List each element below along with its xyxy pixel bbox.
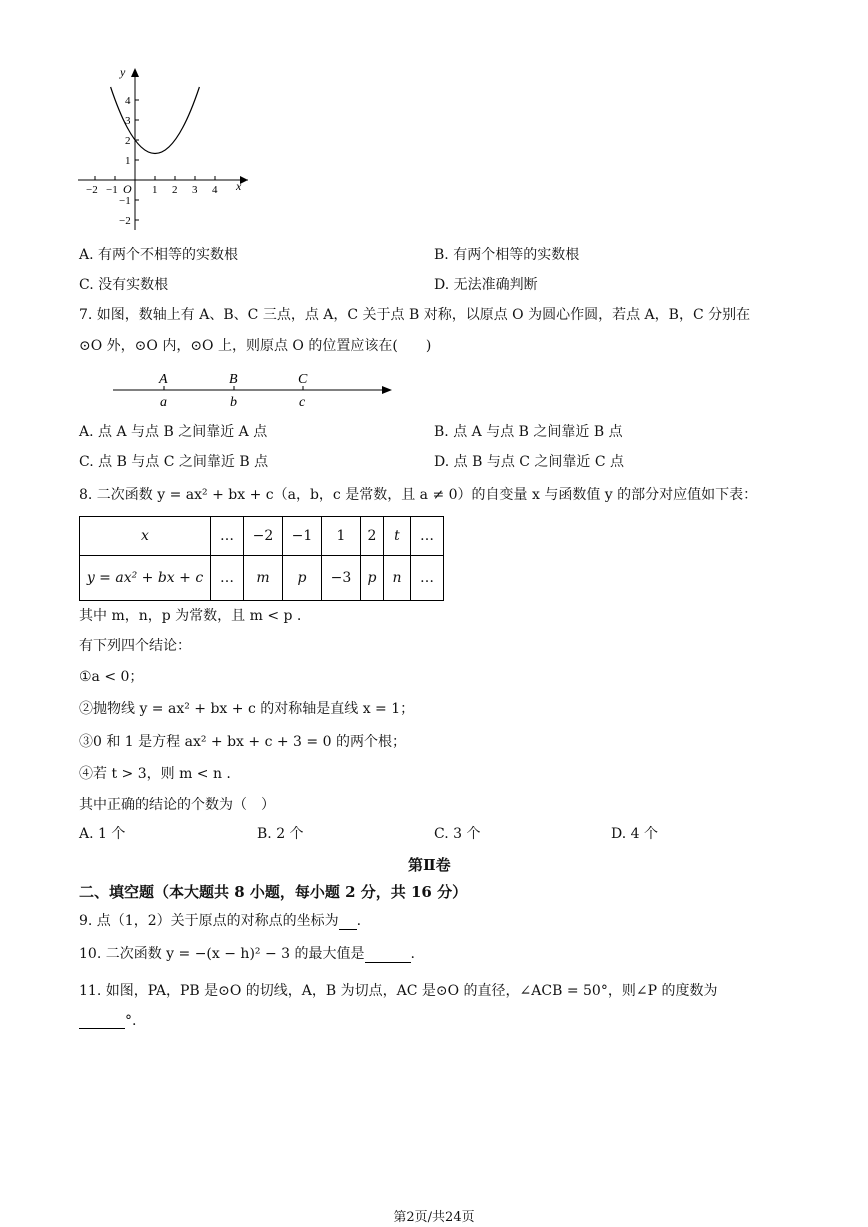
q6-option-c[interactable]: C. 没有实数根 [79, 277, 169, 293]
y-tick: 1 [125, 155, 131, 167]
table-cell: −1 [283, 517, 322, 556]
q8-option-d[interactable]: D. 4 个 [611, 826, 658, 842]
q11-end: °. [125, 1013, 137, 1029]
q10-end: . [410, 946, 415, 962]
q6-option-b[interactable]: B. 有两个相等的实数根 [434, 247, 580, 263]
table-cell: p [361, 556, 384, 601]
number-line-diagram [110, 368, 395, 412]
q7-stem-line1: 7. 如图，数轴上有 A、B、C 三点，点 A，C 关于点 B 对称，以原点 O 为圆心作圆，若点 A，B，C 分别在 [79, 307, 751, 323]
table-cell: t [384, 517, 411, 556]
y-tick: 4 [125, 95, 131, 107]
y-tick: 2 [125, 135, 131, 147]
table-cell: … [411, 517, 444, 556]
table-cell: … [211, 517, 244, 556]
q7-option-d[interactable]: D. 点 B 与点 C 之间靠近 C 点 [434, 454, 625, 470]
table-cell: −3 [322, 556, 361, 601]
table-row [80, 517, 444, 556]
q11-answer-blank[interactable] [79, 1012, 125, 1029]
q8-option-b[interactable]: B. 2 个 [257, 826, 304, 842]
q8-question: 其中正确的结论的个数为（ ） [79, 797, 275, 813]
q8-conclusion-3: ③0 和 1 是方程 ax² + bx + c + 3 = 0 的两个根； [79, 734, 406, 750]
x-tick: 4 [212, 184, 218, 196]
q11-line1: 11. 如图，PA，PB 是⊙O 的切线，A，B 为切点，AC 是⊙O 的直径，∠ACB = 50°，则∠P 的度数为 [79, 983, 718, 999]
section-heading: 二、填空题（本大题共 8 小题，每小题 2 分，共 16 分） [79, 883, 468, 901]
q9 [79, 910, 361, 930]
table-cell: p [283, 556, 322, 601]
origin-label: O [123, 182, 132, 196]
q8-option-c[interactable]: C. 3 个 [434, 826, 481, 842]
table-cell: −2 [244, 517, 283, 556]
x-tick: −1 [106, 184, 118, 196]
table-cell: n [384, 556, 411, 601]
q6-option-a[interactable]: A. 有两个不相等的实数根 [79, 247, 239, 263]
table-cell: … [211, 556, 244, 601]
q8-intro: 有下列四个结论： [79, 638, 191, 654]
x-tick: 1 [152, 184, 158, 196]
point-a-label: A [159, 372, 168, 387]
value-table [79, 516, 444, 601]
q10-text: 10. 二次函数 y = −(x − h)² − 3 的最大值是 [79, 946, 365, 962]
q10-answer-blank[interactable] [365, 946, 411, 963]
table-row [80, 556, 444, 601]
y-tick: −2 [119, 215, 131, 227]
point-c-label: C [298, 372, 308, 387]
page-footer: 第2页/共24页 [393, 1210, 475, 1225]
table-cell: x [80, 517, 211, 556]
q10 [79, 943, 415, 963]
q7-option-c[interactable]: C. 点 B 与点 C 之间靠近 B 点 [79, 454, 269, 470]
value-c-label: c [299, 395, 306, 410]
table-cell: 2 [361, 517, 384, 556]
y-tick: −1 [119, 195, 131, 207]
x-tick: 2 [172, 184, 178, 196]
x-axis-label: x [236, 179, 242, 193]
q8-conclusion-2: ②抛物线 y = ax² + bx + c 的对称轴是直线 x = 1； [79, 701, 415, 717]
table-cell: 1 [322, 517, 361, 556]
parabola-graph [70, 62, 260, 237]
q8-conclusion-1: ①a < 0； [79, 669, 144, 685]
q7-stem-line2: ⊙O 外，⊙O 内，⊙O 上，则原点 O 的位置应该在( ) [79, 338, 432, 354]
q7-option-b[interactable]: B. 点 A 与点 B 之间靠近 B 点 [434, 424, 623, 440]
q8-stem: 8. 二次函数 y = ax² + bx + c（a，b，c 是常数，且 a ≠ 0）的自变量 x 与函数值 y 的部分对应值如下表： [79, 487, 758, 503]
x-tick: −2 [86, 184, 98, 196]
q8-conclusion-4: ④若 t > 3，则 m < n . [79, 766, 231, 782]
q6-option-d[interactable]: D. 无法准确判断 [434, 277, 538, 293]
table-cell: y = ax² + bx + c [80, 556, 211, 601]
q11-line2 [79, 1012, 136, 1029]
value-b-label: b [230, 395, 237, 410]
q8-note: 其中 m，n，p 为常数，且 m < p . [79, 608, 302, 624]
point-b-label: B [229, 372, 238, 387]
q7-option-a[interactable]: A. 点 A 与点 B 之间靠近 A 点 [79, 424, 268, 440]
table-cell: … [411, 556, 444, 601]
y-tick: 3 [125, 115, 131, 127]
q9-end: . [356, 913, 362, 929]
q8-option-a[interactable]: A. 1 个 [79, 826, 126, 842]
value-a-label: a [160, 395, 167, 410]
x-tick: 3 [192, 184, 198, 196]
section-title: 第Ⅱ卷 [408, 856, 451, 874]
q9-answer-blank[interactable] [339, 913, 357, 930]
table-cell: m [244, 556, 283, 601]
y-axis-label: y [120, 65, 126, 79]
q9-text: 9. 点（1，2）关于原点的对称点的坐标为 [79, 913, 339, 929]
